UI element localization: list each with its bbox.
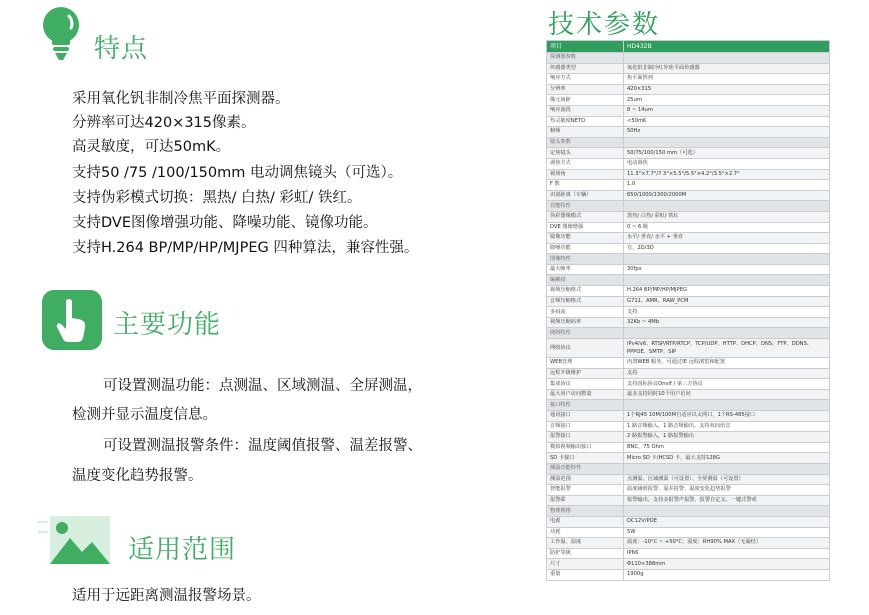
functions-p1-line2: 检测并显示温度信息。 — [72, 407, 217, 423]
specs-value: BNC，75 Ohm — [624, 442, 830, 453]
specs-row — [547, 158, 830, 169]
specs-row — [547, 548, 830, 559]
scope-icon — [38, 512, 112, 566]
specs-value: 温度：-10°C ~ +50°C；湿度：RH90% MAX（无凝结） — [624, 538, 830, 549]
specs-key: 图像特性 — [547, 254, 624, 265]
specs-key: 音频接口 — [547, 421, 624, 432]
specs-value: IP66 — [624, 548, 830, 559]
specs-title: 技术参数 — [548, 10, 661, 40]
specs-row — [547, 527, 830, 538]
specs-key: 电源 — [547, 516, 624, 527]
specs-key: 最大用户访问数量 — [547, 389, 624, 400]
specs-key: 视场角 — [547, 169, 624, 180]
specs-value: 0 ~ 6 级 — [624, 222, 830, 233]
functions-p2-line1: 可设置测温报警条件：温度阈值报警、温差报警、 — [103, 438, 422, 454]
specs-row — [547, 442, 830, 453]
specs-row — [547, 211, 830, 222]
specs-key: 最大帧率 — [547, 264, 624, 275]
specs-group-row — [547, 506, 830, 517]
specs-value — [624, 463, 830, 474]
specs-group-row — [547, 53, 830, 64]
specs-key: 伪彩图像模式 — [547, 211, 624, 222]
landscape-image-icon — [38, 512, 112, 566]
specs-row — [547, 317, 830, 328]
specs-value: 8 ~ 14um — [624, 105, 830, 116]
specs-value: 30fps — [624, 264, 830, 275]
specs-key: 像元间距 — [547, 95, 624, 106]
specs-value: 2 路报警输入，1 路报警输出 — [624, 432, 830, 443]
scope-title: 适用范围 — [128, 535, 237, 565]
specs-key: WEB管理 — [547, 358, 624, 369]
specs-key: 工作温、湿度 — [547, 538, 624, 549]
specs-group-row — [547, 201, 830, 212]
specs-key: 网络协议 — [547, 339, 624, 358]
scope-text: 适用于远距离测温报警场景。 — [72, 588, 261, 604]
specs-row — [547, 453, 830, 464]
specs-group-row — [547, 254, 830, 265]
features-line-3: 高灵敏度，可达50mK。 — [72, 139, 231, 155]
hand-pointer-icon — [42, 290, 102, 350]
specs-key: 视频压缩码率 — [547, 317, 624, 328]
specs-key: 测温范围 — [547, 474, 624, 485]
specs-row — [547, 116, 830, 127]
specs-row — [547, 105, 830, 116]
specs-key: 物理规格 — [547, 506, 624, 517]
specs-row — [547, 286, 830, 297]
specs-row — [547, 264, 830, 275]
specs-value: 1 路音频输入，1 路音频输出，支持双向语音 — [624, 421, 830, 432]
specs-key: 防护等级 — [547, 548, 624, 559]
specs-value: 电动调焦 — [624, 158, 830, 169]
specs-value: Φ110×388mm — [624, 559, 830, 570]
specs-value: <50mK — [624, 116, 830, 127]
specs-header-row — [547, 41, 830, 53]
specs-table — [546, 40, 830, 581]
specs-value — [624, 275, 830, 286]
specs-key: 通讯接口 — [547, 411, 624, 422]
specs-value: DC12V/POE — [624, 516, 830, 527]
specs-value: 氧化钒非制冷红外焦平面传感器 — [624, 63, 830, 74]
specs-key: 定焦镜头 — [547, 148, 624, 159]
functions-icon — [42, 290, 102, 350]
specs-row — [547, 432, 830, 443]
specs-group-row — [547, 137, 830, 148]
features-line-5: 支持伪彩模式切换：黑热/ 白热/ 彩虹/ 铁红。 — [72, 190, 362, 206]
specs-row — [547, 190, 830, 201]
features-line-6: 支持DVE图像增强功能、降噪功能、镜像功能。 — [72, 215, 378, 231]
specs-value: 有，2D/3D — [624, 243, 830, 254]
specs-key: 响应波段 — [547, 105, 624, 116]
specs-value: 50Hz — [624, 127, 830, 138]
specs-value — [624, 201, 830, 212]
specs-value: 黑热/ 白热/ 彩虹/ 铁红 — [624, 211, 830, 222]
specs-key: 接口特性 — [547, 400, 624, 411]
specs-value: 水平/ 垂直/ 水平 + 垂直 — [624, 233, 830, 244]
specs-key: 视频压缩格式 — [547, 286, 624, 297]
specs-key: DVE 图像增强 — [547, 222, 624, 233]
specs-key: 智能报警 — [547, 485, 624, 496]
specs-value: 焦平面阵列 — [624, 74, 830, 85]
specs-header-value: HD432B — [624, 41, 830, 53]
specs-row — [547, 411, 830, 422]
specs-value: 11.3°×7.7°/7.3°×5.5°/5.5°×4.2°/3.5°×2.7° — [624, 169, 830, 180]
specs-row — [547, 148, 830, 159]
specs-value: 支持 — [624, 307, 830, 318]
specs-key: 多码流 — [547, 307, 624, 318]
specs-row — [547, 389, 830, 400]
specs-value: 温度阈值报警、温差报警、温度变化趋势报警 — [624, 485, 830, 496]
specs-row — [547, 368, 830, 379]
specs-row — [547, 307, 830, 318]
specs-key: 帧频 — [547, 127, 624, 138]
specs-row — [547, 569, 830, 580]
specs-value: 点测温、区域测温（可设置）、全屏测温（可设置） — [624, 474, 830, 485]
specs-key: 热灵敏度NETD — [547, 116, 624, 127]
specs-key: 调焦方式 — [547, 158, 624, 169]
specs-row — [547, 95, 830, 106]
specs-key: 网络特性 — [547, 328, 624, 339]
specs-row — [547, 538, 830, 549]
specs-key: F 数 — [547, 180, 624, 191]
specs-row — [547, 559, 830, 570]
specs-key: 功耗 — [547, 527, 624, 538]
lightbulb-icon — [38, 6, 84, 62]
specs-header-key: 项目 — [547, 41, 624, 53]
specs-value: 报警输出，支持多报警声报警、报警自定义、一键式警戒 — [624, 495, 830, 506]
specs-value — [624, 53, 830, 64]
functions-title: 主要功能 — [113, 310, 222, 340]
specs-value: 内置WEB 服务，可通过IE 远程浏览和配置 — [624, 358, 830, 369]
specs-value — [624, 137, 830, 148]
specs-group-row — [547, 463, 830, 474]
specs-key: 探测器参数 — [547, 53, 624, 64]
specs-group-row — [547, 275, 830, 286]
specs-key: SD 卡接口 — [547, 453, 624, 464]
features-line-1: 采用氧化钒非制冷焦平面探测器。 — [72, 91, 290, 107]
specs-value — [624, 328, 830, 339]
specs-key: 音频压缩格式 — [547, 296, 624, 307]
specs-group-row — [547, 328, 830, 339]
specs-row — [547, 233, 830, 244]
specs-key: 重量 — [547, 569, 624, 580]
features-icon — [38, 6, 84, 62]
specs-key: 报警联 — [547, 495, 624, 506]
specs-row — [547, 485, 830, 496]
specs-row — [547, 63, 830, 74]
specs-row — [547, 180, 830, 191]
specs-value — [624, 400, 830, 411]
specs-value: 5W — [624, 527, 830, 538]
specs-row — [547, 127, 830, 138]
specs-row — [547, 74, 830, 85]
specs-key: 测温功能特性 — [547, 463, 624, 474]
specs-value: 420×315 — [624, 84, 830, 95]
functions-p1-line1: 可设置测温功能：点测温、区域测温、全屏测温， — [103, 378, 422, 394]
specs-key: 功能特性 — [547, 201, 624, 212]
specs-table-wrap — [546, 40, 830, 581]
specs-row — [547, 421, 830, 432]
specs-value: Micro SD 卡/HCSD 卡，最大支持128G — [624, 453, 830, 464]
specs-key: 降噪功能 — [547, 243, 624, 254]
specs-value: 最多支持同时10个用户访问 — [624, 389, 830, 400]
specs-key: 响应方式 — [547, 74, 624, 85]
specs-row — [547, 169, 830, 180]
specs-key: 编解码 — [547, 275, 624, 286]
specs-row — [547, 243, 830, 254]
specs-value: 32Kb ~ 4Mb — [624, 317, 830, 328]
specs-row — [547, 358, 830, 369]
specs-value: 1900g — [624, 569, 830, 580]
specs-value: 650/1000/1300/2000M — [624, 190, 830, 201]
specs-value: 支持国标协议Onvif / 第三方协议 — [624, 379, 830, 390]
specs-value: 支持 — [624, 368, 830, 379]
specs-row — [547, 495, 830, 506]
specs-row — [547, 379, 830, 390]
specs-group-row — [547, 400, 830, 411]
specs-value — [624, 254, 830, 265]
features-line-4: 支持50 /75 /100/150mm 电动调焦镜头（可选）。 — [72, 165, 403, 181]
specs-row — [547, 84, 830, 95]
specs-key: 分辨率 — [547, 84, 624, 95]
specs-value: 1.0 — [624, 180, 830, 191]
specs-key: 远程升级维护 — [547, 368, 624, 379]
specs-row — [547, 474, 830, 485]
specs-key: 模拟视频输出接口 — [547, 442, 624, 453]
specs-value: G711、AMR、RAW_PCM — [624, 296, 830, 307]
specs-key: 集成协议 — [547, 379, 624, 390]
specs-value: H.264 BP/MP/HP/MJPEG — [624, 286, 830, 297]
specs-row — [547, 516, 830, 527]
specs-key: 传感器类型 — [547, 63, 624, 74]
specs-key: 尺寸 — [547, 559, 624, 570]
specs-value: IPv4/v6、RTSP/RTP/RTCP、TCP/UDP、HTTP、DHCP、DNS、FTP、DDNS、PPPOE、SMTP、SIP — [624, 339, 830, 358]
specs-key: 识别距离（车辆） — [547, 190, 624, 201]
specs-value: 1个RJ45 10M/100M自适应以太网口，1个RS-485接口 — [624, 411, 830, 422]
functions-p2-line2: 温度变化趋势报警。 — [72, 468, 203, 484]
specs-value: 50/75/100/150 mm（可选） — [624, 148, 830, 159]
features-line-2: 分辨率可达420×315像素。 — [72, 115, 256, 131]
specs-value: 25um — [624, 95, 830, 106]
specs-key: 报警接口 — [547, 432, 624, 443]
specs-key: 镜像功能 — [547, 233, 624, 244]
specs-key: 镜头参数 — [547, 137, 624, 148]
features-title: 特点 — [94, 34, 149, 64]
specs-value — [624, 506, 830, 517]
specs-row — [547, 222, 830, 233]
specs-row — [547, 339, 830, 358]
features-line-7: 支持H.264 BP/MP/HP/MJPEG 四种算法，兼容性强。 — [72, 240, 419, 256]
specs-row — [547, 296, 830, 307]
